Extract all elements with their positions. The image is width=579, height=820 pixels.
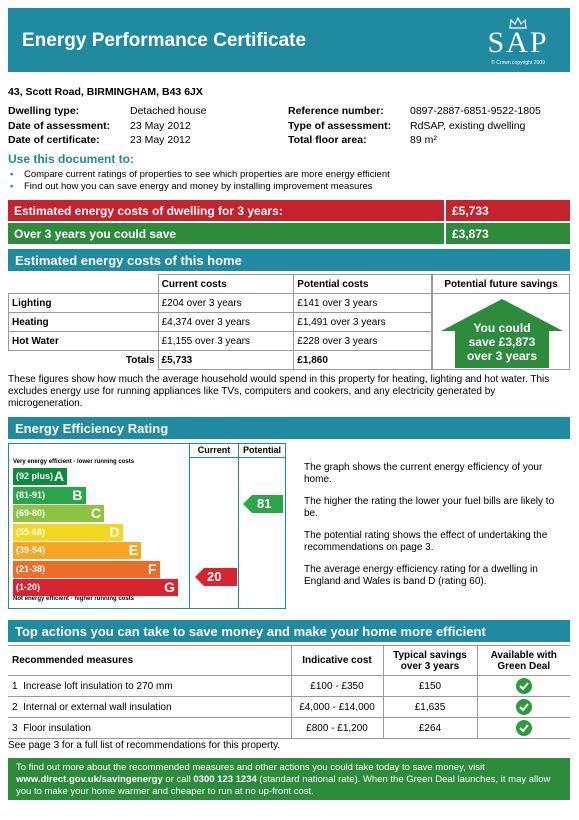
actions-footnote: See page 3 for a full list of recommendations for this property. — [8, 740, 281, 751]
costs-header-future: Potential future savings — [433, 275, 569, 294]
certificate-date-label: Date of certificate: — [8, 134, 100, 146]
assessment-type-label: Type of assessment: — [288, 119, 392, 132]
header-banner — [8, 8, 570, 72]
use-document-list — [10, 169, 390, 193]
rating-band-letter: D — [109, 523, 120, 540]
certificate-date-value: 23 May 2012 — [130, 134, 191, 146]
table-row: 2 Internal or external wall insulation £4,000 - £14,000 £1,635 — [8, 697, 570, 718]
rating-band-d — [13, 524, 123, 541]
rating-section-title: Energy Efficiency Rating — [8, 417, 570, 439]
rating-band-letter: A — [53, 468, 64, 484]
rating-band-range: (1-20) — [16, 582, 41, 592]
floor-area-value: 89 m² — [410, 134, 437, 146]
rating-col-current: Current — [189, 444, 239, 458]
rating-band-f — [13, 561, 160, 578]
use-document-title: Use this document to: — [8, 152, 135, 166]
crown-copyright: © Crown copyright 2009 — [491, 60, 545, 66]
estimated-cost-label: Estimated energy costs of dwelling for 3 years: — [8, 200, 444, 221]
savings-arrow-text: You could save £3,873 over 3 years — [466, 321, 538, 363]
costs-note: These figures show how much the average household would spend in this property for heating, lighting and hot water. This excludes energy use for running appliances like TVs, computers and cookers, and any electricity generated by microgeneration. — [8, 374, 550, 409]
actions-section-title: Top actions you can take to save money and make your home more efficient — [8, 620, 570, 642]
table-row: 3 Floor insulation £800 - £1,200 £264 — [8, 718, 570, 739]
page-title: Energy Performance Certificate — [22, 30, 307, 51]
details-right — [288, 104, 541, 148]
estimated-cost-bar — [8, 200, 570, 221]
list-item: • Compare current ratings of properties to see which properties are more energy efficient — [10, 169, 390, 180]
rating-band-g — [13, 579, 178, 596]
table-row: Lighting £204 over 3 years £141 over 3 years — [9, 294, 432, 313]
table-row: 1 Increase loft insulation to 270 mm £100 - £350 £150 — [8, 676, 570, 697]
reference-value: 0897-2887-6851-9522-1805 — [410, 105, 541, 117]
savings-value: £3,873 — [446, 223, 570, 244]
future-savings-box — [432, 274, 570, 370]
property-address: 43, Scott Road, BIRMINGHAM, B43 6JX — [8, 86, 203, 98]
assessment-date-label: Date of assessment: — [8, 119, 111, 132]
rating-band-letter: C — [90, 505, 101, 521]
rating-bottom-note: Not energy efficient - higher running costs — [13, 596, 135, 602]
rating-band-range: (69-80) — [16, 508, 46, 518]
totals-row: Totals £5,733 £1,860 — [9, 351, 432, 370]
list-item: • Find out how you can save energy and money by installing improvement measures — [10, 181, 373, 192]
rating-band-range: (21-38) — [16, 563, 46, 574]
check-icon — [516, 678, 532, 694]
assessment-date-value: 23 May 2012 — [130, 119, 191, 132]
phone-number: 0300 123 1234 — [193, 774, 257, 785]
rating-band-a — [13, 468, 67, 485]
reference-label: Reference number: — [288, 105, 384, 117]
current-rating-value: 20 — [207, 569, 222, 584]
savingenergy-link[interactable]: www.direct.gov.uk/savingenergy — [16, 774, 163, 785]
potential-rating-value: 81 — [257, 496, 272, 511]
sap-logo-text: SAP — [487, 26, 549, 59]
costs-table — [8, 274, 432, 370]
crown-icon — [508, 16, 528, 30]
rating-explanation: The graph shows the current energy efficiency of your home. The higher the rating the lower your fuel bills are likely to be. The potential rating shows the effect of undertaking the recommendations on page 3. The average energy efficiency rating for a dwelling in England and Wales is band D (rating 60). — [304, 462, 555, 587]
rating-band-range: (55-68) — [16, 526, 46, 537]
costs-section-title: Estimated energy costs of this home — [8, 249, 570, 271]
costs-header-empty — [9, 275, 159, 294]
rating-band-letter: F — [147, 560, 157, 577]
dwelling-type-value: Detached house — [130, 105, 207, 117]
rating-band-range: (81-91) — [16, 489, 46, 500]
rating-chart — [8, 443, 286, 609]
table-row: Hot Water £1,155 over 3 years £228 over 3 years — [9, 332, 432, 351]
check-icon — [516, 720, 532, 736]
rating-top-note: Very energy efficient - lower running costs — [13, 459, 135, 465]
rating-band-range: (92 plus) — [16, 471, 54, 481]
check-icon — [516, 699, 532, 715]
sap-logo — [480, 20, 556, 68]
table-row: Heating £4,374 over 3 years £1,491 over 3 years — [9, 313, 432, 332]
floor-area-label: Total floor area: — [288, 134, 367, 146]
rating-band-range: (39-54) — [16, 545, 46, 555]
footer-info: To find out more about the recommended measures and other actions you could take today to save money, visit www.direct.gov.uk/savingenergy or call 0300 123 1234 (standard national rate). When the Green Deal launches, it may allow you to make your home warmer and cheaper to run at no up-front cost. — [8, 758, 570, 800]
savings-label: Over 3 years you could save — [8, 223, 444, 244]
details-left — [8, 104, 206, 148]
rating-band-letter: E — [128, 542, 138, 558]
dwelling-type-label: Dwelling type: — [8, 105, 80, 117]
rating-col-potential: Potential — [239, 444, 285, 458]
rating-band-e — [13, 542, 141, 559]
costs-header-current: Current costs — [158, 275, 294, 294]
rating-band-letter: G — [164, 579, 175, 595]
rating-band-b — [13, 487, 86, 504]
assessment-type-value: RdSAP, existing dwelling — [410, 119, 526, 132]
actions-table: Recommended measures Indicative cost Typical savings over 3 years Available with Green Deal 1 Increase loft insulation to 270 mm £100 - £350 £150 2 Internal or external wall insulation £4,000 - £14,000 £1,635 3 Floor insulation £800 - £1,200 £264 — [8, 645, 570, 739]
rating-band-letter: B — [72, 486, 83, 503]
estimated-cost-value: £5,733 — [446, 200, 570, 221]
costs-header-potential: Potential costs — [294, 275, 432, 294]
savings-bar — [8, 223, 570, 244]
rating-band-c — [13, 505, 104, 522]
